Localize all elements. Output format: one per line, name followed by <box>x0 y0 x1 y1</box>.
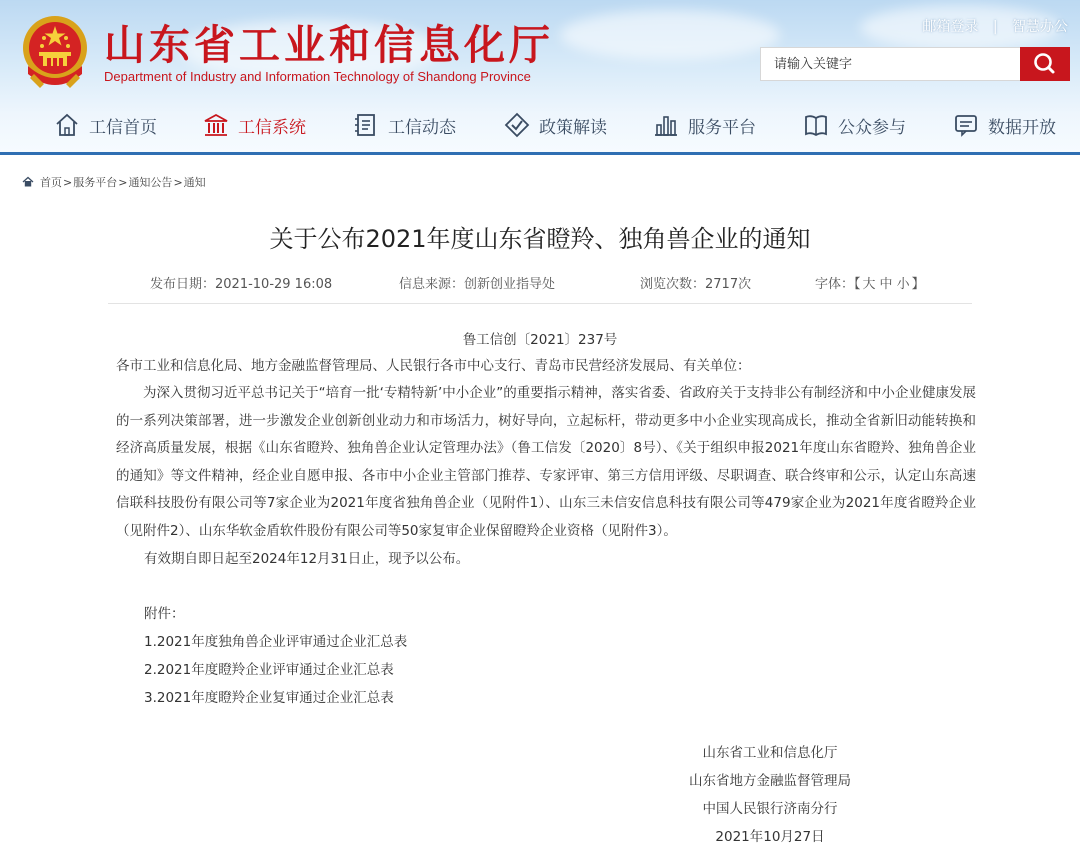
national-emblem-icon <box>20 14 90 90</box>
font-size-small[interactable]: 小 <box>896 277 910 292</box>
document-icon <box>353 112 379 138</box>
validity-statement: 有效期自即日起至2024年12月31日止，现予以公布。 <box>144 551 470 567</box>
signature-date: 2021年10月27日 <box>715 829 825 845</box>
nav-item-data[interactable] <box>953 104 1056 146</box>
article-meta <box>0 273 1080 291</box>
smart-office-link[interactable]: 智慧办公 <box>1012 19 1068 35</box>
meta-divider <box>108 303 972 304</box>
site-header <box>0 0 1080 152</box>
attachment-link[interactable]: 1.2021年度独角兽企业评审通过企业汇总表 <box>144 634 408 650</box>
chat-icon <box>953 112 979 138</box>
breadcrumb-separator: > <box>173 175 183 189</box>
document-number: 鲁工信创〔2021〕237号 <box>462 332 618 348</box>
signer: 山东省地方金融监督管理局 <box>689 773 851 789</box>
info-source: 信息来源：创新创业指导处 <box>399 277 556 292</box>
home-icon <box>54 112 80 138</box>
publish-date: 发布日期：2021-10-29 16:08 <box>150 277 333 292</box>
nav-item-home[interactable] <box>54 104 157 146</box>
nav-item-label: 工信动态 <box>388 117 456 138</box>
font-size-bracket-close: 】 <box>911 277 925 292</box>
nav-item-policy[interactable] <box>504 104 607 146</box>
font-size-label: 字体： <box>815 277 855 292</box>
breadcrumb-separator: > <box>118 175 128 189</box>
site-subtitle: Department of Industry and Information Technology of Shandong Province <box>104 69 531 84</box>
nav-item-public[interactable] <box>803 104 906 146</box>
nav-item-label: 数据开放 <box>988 117 1056 138</box>
book-icon <box>803 112 829 138</box>
top-links-separator: | <box>992 19 998 35</box>
mail-login-link[interactable]: 邮箱登录 <box>922 19 979 35</box>
nav-item-label: 工信首页 <box>89 117 157 138</box>
article-title: 关于公布2021年度山东省瞪羚、独角兽企业的通知 <box>269 225 811 253</box>
diamond-icon <box>504 112 530 138</box>
breadcrumb-announcements[interactable]: 通知公告 <box>128 176 173 189</box>
font-size-selector <box>815 273 925 292</box>
font-size-medium[interactable]: 中 <box>879 277 893 292</box>
attachment-link[interactable]: 2.2021年度瞪羚企业评审通过企业汇总表 <box>144 662 394 678</box>
search-icon <box>1020 47 1070 81</box>
main-nav <box>0 104 1080 146</box>
search-button[interactable] <box>1020 47 1070 81</box>
attachments-label: 附件： <box>144 606 185 622</box>
recipients: 各市工业和信息化局、地方金融监督管理局、人民银行各市中心支行、青岛市民营经济发展局、有关单位： <box>116 358 751 374</box>
header-divider <box>0 152 1080 155</box>
signer: 中国人民银行济南分行 <box>702 801 838 817</box>
top-links <box>922 16 1068 36</box>
nav-item-label: 服务平台 <box>688 117 756 138</box>
nav-item-label: 政策解读 <box>539 117 607 138</box>
home-icon <box>22 176 34 188</box>
attachment-link[interactable]: 3.2021年度瞪羚企业复审通过企业汇总表 <box>144 690 394 706</box>
font-size-bracket-open: 【 <box>854 277 861 292</box>
view-count: 浏览次数：2717次 <box>640 277 752 292</box>
breadcrumb-notice[interactable]: 通知 <box>183 176 206 189</box>
site-title: 山东省工业和信息化厅 <box>104 21 554 69</box>
signer: 山东省工业和信息化厅 <box>702 745 838 761</box>
nav-item-news[interactable] <box>353 104 456 146</box>
article-body: 为深入贯彻习近平总书记关于“培育一批‘专精特新’中小企业”的重要指示精神，落实省委、省政府关于支持非公有制经济和中小企业健康发展的一系列决策部署，进一步激发企业创新创业动力和市场活力，树好导向，立起标杆，带动更多中小企业实现高成长，推动全省新旧动能转换和经济高质量发展，根据《山东省瞪羚、独角兽企业认定管理办法》（鲁工信发〔2020〕8号）、《关于组织申报2021年度山东省瞪羚、独角兽企业的通知》等文件精神，经企业自愿申报、各市中小企业主管部门推荐、专家评审、第三方信用评级、尽职调查、联合终审和公示，认定山东高速信联科技股份有限公司等7家企业为2021年度省独角兽企业（见附件1）、山东三未信安信息科技有限公司等479家企业为2021年度省瞪羚企业（见附件2）、山东华软金盾软件股份有限公司等50家复审企业保留瞪羚企业资格（见附件3）。 <box>116 385 976 539</box>
nav-item-label: 公众参与 <box>838 117 906 138</box>
font-size-large[interactable]: 大 <box>862 277 876 292</box>
breadcrumb <box>22 174 206 190</box>
breadcrumb-service-platform[interactable]: 服务平台 <box>73 176 118 189</box>
nav-item-system[interactable] <box>203 104 306 146</box>
bar-chart-icon <box>653 112 679 138</box>
nav-item-label: 工信系统 <box>238 117 306 138</box>
breadcrumb-separator: > <box>63 175 73 189</box>
search-input[interactable] <box>760 47 1022 81</box>
building-icon <box>203 112 229 138</box>
nav-item-service[interactable] <box>653 104 756 146</box>
breadcrumb-home[interactable]: 首页 <box>40 176 62 189</box>
header-cloud <box>560 10 780 60</box>
